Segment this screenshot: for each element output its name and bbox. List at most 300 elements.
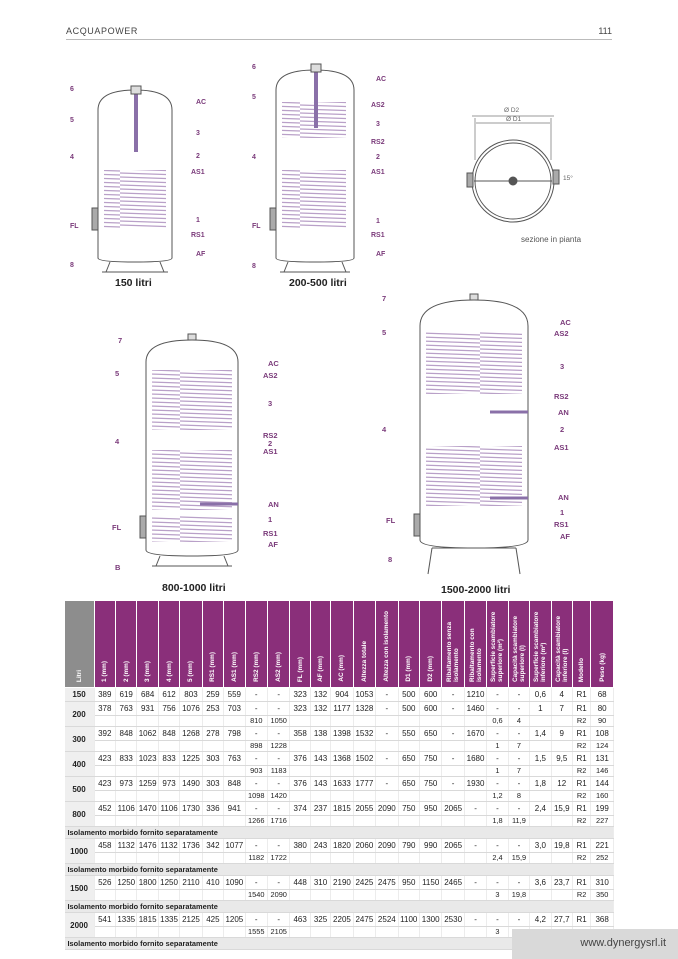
- table-cell: 7: [508, 766, 529, 777]
- table-cell: -: [245, 802, 267, 816]
- t1500-label: 8: [388, 555, 393, 564]
- table-cell: 376: [290, 777, 310, 791]
- table-cell: R2: [572, 716, 590, 727]
- column-header: [158, 601, 179, 688]
- table-cell: [290, 927, 310, 938]
- table-cell: 1268: [180, 727, 202, 741]
- t150-label: 5: [70, 117, 74, 124]
- table-cell: R2: [572, 816, 590, 827]
- column-header-label: FL (mm): [296, 656, 304, 682]
- table-cell: [180, 927, 202, 938]
- table-cell: [116, 741, 137, 752]
- table-cell: [180, 853, 202, 864]
- table-cell: [376, 853, 398, 864]
- table-cell: [442, 890, 464, 901]
- table-cell: [158, 853, 179, 864]
- table-cell: 425: [202, 913, 223, 927]
- table-cell: 336: [202, 802, 223, 816]
- table-cell: -: [376, 727, 398, 741]
- t800-label: AN: [268, 500, 279, 509]
- table-cell: [353, 716, 375, 727]
- table-cell: 1335: [116, 913, 137, 927]
- table-cell: -: [267, 777, 289, 791]
- table-cell: 990: [419, 839, 441, 853]
- table-cell: -: [464, 913, 486, 927]
- table-cell: [202, 766, 223, 777]
- table-cell: 1076: [180, 702, 202, 716]
- table-cell: [398, 741, 419, 752]
- table-cell: [94, 927, 115, 938]
- table-cell: [551, 853, 572, 864]
- table-cell: 15,9: [508, 853, 529, 864]
- table-cell: [224, 890, 245, 901]
- table-cell: [202, 890, 223, 901]
- table-cell: [290, 853, 310, 864]
- table-cell: [398, 927, 419, 938]
- plan-label: Ø D2: [504, 107, 520, 114]
- table-cell: [310, 853, 330, 864]
- table-cell: [530, 716, 551, 727]
- table-cell: [137, 890, 158, 901]
- table-cell: -: [376, 688, 398, 702]
- table-cell: 80: [591, 702, 614, 716]
- t200-label: 3: [376, 121, 380, 128]
- table-cell: 703: [224, 702, 245, 716]
- table-cell: -: [487, 876, 508, 890]
- table-row: [65, 839, 614, 853]
- table-cell: 389: [94, 688, 115, 702]
- table-cell: -: [267, 752, 289, 766]
- insulation-note-row: [65, 827, 614, 839]
- table-cell: [116, 816, 137, 827]
- website-link[interactable]: www.dynergysrl.it: [580, 937, 666, 949]
- table-row: [65, 802, 614, 816]
- footer-box: [512, 929, 678, 959]
- table-cell: [398, 716, 419, 727]
- t200-label: 6: [252, 64, 256, 71]
- table-cell: 1,2: [487, 791, 508, 802]
- table-cell: 1132: [116, 839, 137, 853]
- column-header: [65, 601, 95, 688]
- table-cell: [202, 927, 223, 938]
- table-cell: [94, 766, 115, 777]
- brand-name: ACQUAPOWER: [66, 26, 139, 36]
- column-header: [591, 601, 614, 688]
- table-cell: 1540: [245, 890, 267, 901]
- table-cell: 650: [398, 752, 419, 766]
- table-cell: -: [245, 876, 267, 890]
- table-cell: [376, 816, 398, 827]
- table-cell: 950: [398, 876, 419, 890]
- table-cell: -: [245, 913, 267, 927]
- table-cell: 833: [116, 752, 137, 766]
- table-cell: -: [245, 688, 267, 702]
- t800-label: B: [115, 563, 121, 572]
- table-cell: 650: [398, 777, 419, 791]
- t800-label: 1: [268, 515, 273, 524]
- caption-200-500: 200-500 litri: [289, 277, 347, 289]
- table-cell: 1930: [464, 777, 486, 791]
- table-cell: [398, 890, 419, 901]
- table-cell: 2475: [353, 913, 375, 927]
- table-cell: 1670: [464, 727, 486, 741]
- table-cell: 559: [224, 688, 245, 702]
- table-cell: 1132: [158, 839, 179, 853]
- table-cell: [290, 890, 310, 901]
- table-cell: 300: [65, 727, 95, 752]
- table-cell: [94, 890, 115, 901]
- table-cell: [442, 766, 464, 777]
- table-cell: 1177: [331, 702, 353, 716]
- table-cell: 278: [202, 727, 223, 741]
- table-cell: [290, 766, 310, 777]
- table-cell: 800: [65, 802, 95, 827]
- table-row-secondary: [65, 766, 614, 777]
- table-cell: [158, 766, 179, 777]
- t800-label: RS1: [263, 529, 278, 538]
- table-cell: -: [487, 727, 508, 741]
- table-cell: 124: [591, 741, 614, 752]
- table-cell: 1250: [158, 876, 179, 890]
- table-cell: [180, 741, 202, 752]
- column-header-label: Capacità scambiatore inferiore (l): [554, 615, 569, 682]
- table-cell: 90: [591, 716, 614, 727]
- table-cell: [310, 791, 330, 802]
- table-cell: 1300: [419, 913, 441, 927]
- column-header-label: 3 (mm): [144, 661, 152, 682]
- t150-label: FL: [70, 223, 79, 230]
- table-cell: [180, 890, 202, 901]
- table-cell: 15,9: [551, 802, 572, 816]
- table-cell: [180, 791, 202, 802]
- t200-label: 5: [252, 94, 256, 101]
- table-cell: [158, 816, 179, 827]
- table-cell: -: [487, 802, 508, 816]
- table-cell: [353, 791, 375, 802]
- table-cell: 1266: [245, 816, 267, 827]
- table-cell: 253: [202, 702, 223, 716]
- table-cell: 8: [508, 791, 529, 802]
- table-cell: 3: [487, 927, 508, 938]
- table-cell: 1815: [331, 802, 353, 816]
- table-cell: [116, 927, 137, 938]
- table-cell: [464, 741, 486, 752]
- column-header: [551, 601, 572, 688]
- table-cell: 1335: [158, 913, 179, 927]
- table-cell: 452: [94, 802, 115, 816]
- table-cell: 1205: [224, 913, 245, 927]
- table-cell: 243: [310, 839, 330, 853]
- t150-label: 4: [70, 154, 74, 161]
- table-cell: -: [267, 876, 289, 890]
- table-cell: -: [508, 752, 529, 766]
- table-cell: [464, 791, 486, 802]
- table-cell: 2205: [331, 913, 353, 927]
- table-cell: 600: [419, 688, 441, 702]
- table-cell: [442, 853, 464, 864]
- table-cell: 3: [487, 890, 508, 901]
- table-cell: 650: [419, 727, 441, 741]
- table-cell: 1815: [137, 913, 158, 927]
- table-row: [65, 727, 614, 741]
- table-cell: [464, 853, 486, 864]
- table-cell: 1: [487, 741, 508, 752]
- table-cell: 1420: [267, 791, 289, 802]
- table-cell: 2125: [180, 913, 202, 927]
- t1500-label: 2: [560, 425, 565, 434]
- table-cell: 4: [508, 716, 529, 727]
- table-cell: [310, 741, 330, 752]
- column-header: [419, 601, 441, 688]
- table-cell: 448: [290, 876, 310, 890]
- table-cell: [419, 853, 441, 864]
- column-header: [94, 601, 115, 688]
- table-cell: 9: [551, 727, 572, 741]
- column-header-label: Ribaltamento senza isolamento: [446, 621, 461, 682]
- table-cell: 138: [310, 727, 330, 741]
- table-cell: -: [442, 752, 464, 766]
- table-cell: 1555: [245, 927, 267, 938]
- table-cell: R1: [572, 839, 590, 853]
- table-cell: R1: [572, 702, 590, 716]
- table-cell: [398, 853, 419, 864]
- table-cell: -: [245, 727, 267, 741]
- t800-label: 3: [268, 399, 273, 408]
- table-cell: 27,7: [551, 913, 572, 927]
- table-cell: [442, 791, 464, 802]
- column-header: [137, 601, 158, 688]
- table-cell: [530, 890, 551, 901]
- table-cell: -: [442, 688, 464, 702]
- table-cell: 1053: [353, 688, 375, 702]
- tank-150-drawing: [92, 86, 172, 272]
- t1500-label: AS1: [554, 443, 569, 452]
- column-header-label: AS1 (mm): [230, 652, 238, 682]
- table-cell: [158, 927, 179, 938]
- table-cell: [180, 716, 202, 727]
- table-cell: 131: [591, 752, 614, 766]
- table-cell: -: [442, 777, 464, 791]
- table-cell: 1736: [180, 839, 202, 853]
- table-cell: -: [267, 802, 289, 816]
- t200-label: AS1: [371, 169, 385, 176]
- t1500-label: 5: [382, 328, 387, 337]
- column-header: [224, 601, 245, 688]
- t200-label: AS2: [371, 102, 385, 109]
- table-cell: 526: [94, 876, 115, 890]
- table-cell: [419, 816, 441, 827]
- table-cell: 1106: [158, 802, 179, 816]
- column-header: [180, 601, 202, 688]
- column-header: [572, 601, 590, 688]
- table-cell: [419, 927, 441, 938]
- table-cell: 310: [310, 876, 330, 890]
- caption-1500-2000: 1500-2000 litri: [441, 584, 511, 596]
- table-cell: R2: [572, 766, 590, 777]
- table-cell: 1100: [398, 913, 419, 927]
- table-cell: 1023: [137, 752, 158, 766]
- table-cell: 750: [398, 802, 419, 816]
- table-cell: 68: [591, 688, 614, 702]
- table-cell: [290, 791, 310, 802]
- table-row-secondary: [65, 853, 614, 864]
- table-cell: 798: [224, 727, 245, 741]
- table-cell: 931: [137, 702, 158, 716]
- table-cell: [290, 816, 310, 827]
- t200-label: 2: [376, 154, 380, 161]
- table-cell: [158, 716, 179, 727]
- table-cell: [224, 791, 245, 802]
- table-cell: 2055: [353, 802, 375, 816]
- table-cell: -: [487, 688, 508, 702]
- t800-label: RS2: [263, 431, 278, 440]
- t1500-label: RS1: [554, 520, 569, 529]
- table-cell: 108: [591, 727, 614, 741]
- table-cell: 500: [398, 688, 419, 702]
- table-cell: -: [442, 727, 464, 741]
- t1500-label: 1: [560, 508, 565, 517]
- column-header: [398, 601, 419, 688]
- t150-label: 1: [196, 217, 200, 224]
- table-cell: [331, 890, 353, 901]
- table-cell: R1: [572, 777, 590, 791]
- table-cell: -: [267, 839, 289, 853]
- table-cell: -: [245, 752, 267, 766]
- table-cell: 1777: [353, 777, 375, 791]
- insulation-note: Isolamento morbido fornito separatamente: [65, 901, 614, 913]
- t1500-label: 4: [382, 425, 387, 434]
- column-header-label: 4 (mm): [165, 661, 173, 682]
- table-cell: [116, 791, 137, 802]
- t1500-label: FL: [386, 516, 396, 525]
- table-cell: 9,5: [551, 752, 572, 766]
- t150-label: AF: [196, 251, 206, 258]
- table-cell: 19,8: [508, 890, 529, 901]
- table-cell: [464, 816, 486, 827]
- t1500-label: RS2: [554, 392, 569, 401]
- t200-label: AC: [376, 76, 387, 83]
- table-cell: [137, 853, 158, 864]
- table-cell: 1,8: [487, 816, 508, 827]
- table-cell: 763: [224, 752, 245, 766]
- column-header-label: Peso (kg): [598, 653, 606, 682]
- t800-label: 5: [115, 369, 120, 378]
- table-cell: [442, 927, 464, 938]
- table-cell: -: [376, 702, 398, 716]
- column-header-label: Superficie scambiatore superiore (m²): [490, 611, 505, 682]
- table-cell: 1259: [137, 777, 158, 791]
- table-cell: 2524: [376, 913, 398, 927]
- t1500-label: AN: [558, 408, 569, 417]
- table-cell: 323: [290, 688, 310, 702]
- table-cell: [376, 716, 398, 727]
- specifications-table: [64, 600, 614, 950]
- table-cell: -: [508, 876, 529, 890]
- table-cell: 378: [94, 702, 115, 716]
- column-header-label: Altezza totale: [360, 641, 368, 682]
- table-cell: 199: [591, 802, 614, 816]
- column-header: [487, 601, 508, 688]
- table-cell: 150: [65, 688, 95, 702]
- plan-section-drawing: [467, 116, 559, 222]
- t1500-label: 7: [382, 294, 387, 303]
- table-cell: 1: [530, 702, 551, 716]
- table-cell: 1,4: [530, 727, 551, 741]
- table-cell: 500: [398, 702, 419, 716]
- table-cell: 1532: [353, 727, 375, 741]
- table-cell: [464, 890, 486, 901]
- table-cell: 23,7: [551, 876, 572, 890]
- table-cell: [419, 890, 441, 901]
- table-row-secondary: [65, 791, 614, 802]
- caption-800-1000: 800-1000 litri: [162, 582, 226, 594]
- table-cell: [353, 927, 375, 938]
- table-cell: [376, 791, 398, 802]
- table-cell: 790: [398, 839, 419, 853]
- table-cell: 3,6: [530, 876, 551, 890]
- table-cell: 1050: [267, 716, 289, 727]
- table-cell: [551, 741, 572, 752]
- table-cell: [464, 716, 486, 727]
- table-cell: 423: [94, 777, 115, 791]
- table-cell: 903: [245, 766, 267, 777]
- table-cell: [530, 816, 551, 827]
- t1500-label: 3: [560, 362, 565, 371]
- table-cell: [331, 791, 353, 802]
- column-header: [290, 601, 310, 688]
- table-cell: 4: [551, 688, 572, 702]
- table-cell: R1: [572, 913, 590, 927]
- table-cell: -: [464, 876, 486, 890]
- table-cell: 619: [116, 688, 137, 702]
- column-header-label: Litri: [75, 669, 83, 682]
- table-cell: 2110: [180, 876, 202, 890]
- t800-label: AS1: [263, 447, 278, 456]
- table-row: [65, 777, 614, 791]
- table-cell: [158, 890, 179, 901]
- table-cell: [202, 816, 223, 827]
- table-cell: -: [267, 913, 289, 927]
- table-cell: 303: [202, 777, 223, 791]
- table-cell: 2425: [353, 876, 375, 890]
- column-header-label: D2 (mm): [427, 656, 435, 682]
- table-cell: [419, 791, 441, 802]
- table-cell: 368: [591, 913, 614, 927]
- table-cell: -: [464, 839, 486, 853]
- column-header-label: AS2 (mm): [275, 652, 283, 682]
- table-cell: -: [245, 702, 267, 716]
- t200-label: RS1: [371, 232, 385, 239]
- table-cell: -: [487, 839, 508, 853]
- table-cell: 1633: [331, 777, 353, 791]
- table-cell: [442, 741, 464, 752]
- table-cell: 1730: [180, 802, 202, 816]
- table-row: [65, 752, 614, 766]
- t800-label: 4: [115, 437, 120, 446]
- table-cell: 400: [65, 752, 95, 777]
- table-cell: 1328: [353, 702, 375, 716]
- table-cell: -: [508, 777, 529, 791]
- column-header-label: Ribaltamento con isolamento: [468, 628, 483, 682]
- table-cell: 259: [202, 688, 223, 702]
- plan-label: 15°: [563, 175, 573, 182]
- t150-label: 2: [196, 153, 200, 160]
- t800-label: 7: [118, 336, 123, 345]
- table-cell: R2: [572, 791, 590, 802]
- table-cell: -: [508, 839, 529, 853]
- column-header: [530, 601, 551, 688]
- table-cell: [398, 816, 419, 827]
